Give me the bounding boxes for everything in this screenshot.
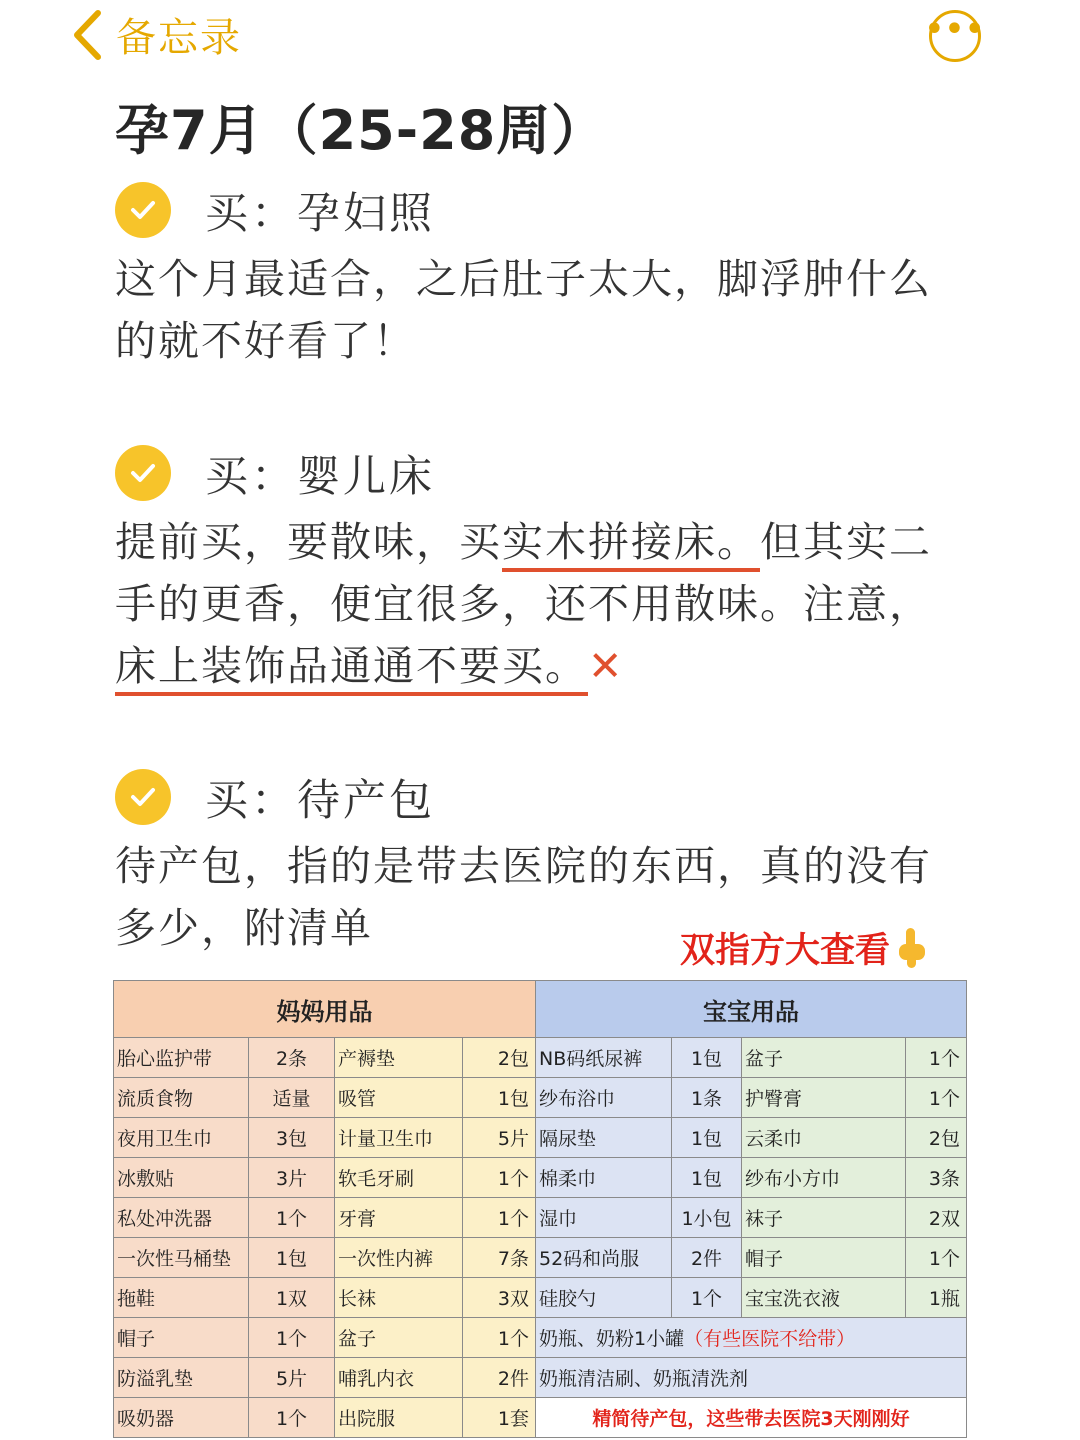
table-cell: 云柔巾 bbox=[742, 1118, 906, 1158]
cell-text: 奶瓶清洁刷、奶瓶清洗剂 bbox=[539, 1368, 749, 1390]
table-cell: 2件 bbox=[463, 1358, 536, 1398]
underlined-text: 床上装饰品通通不要买。 bbox=[115, 642, 588, 690]
table-cell: 宝宝洗衣液 bbox=[742, 1278, 906, 1318]
table-cell: 1个 bbox=[249, 1198, 335, 1238]
table-cell: 护臀膏 bbox=[742, 1078, 906, 1118]
table-cell: 适量 bbox=[249, 1078, 335, 1118]
table-row bbox=[114, 1118, 967, 1158]
table-cell: 1个 bbox=[906, 1038, 967, 1078]
table-cell: 纱布浴巾 bbox=[536, 1078, 672, 1118]
table-cell: 吸奶器 bbox=[114, 1398, 249, 1438]
back-button[interactable] bbox=[70, 6, 242, 63]
table-cell: 防溢乳垫 bbox=[114, 1358, 249, 1398]
table-cell: 2双 bbox=[906, 1198, 967, 1238]
table-cell: 1个 bbox=[249, 1398, 335, 1438]
chevron-left-icon bbox=[70, 8, 104, 62]
checklist-item-photo bbox=[115, 180, 945, 372]
table-footer-note bbox=[536, 1398, 967, 1438]
table-cell: 胎心监护带 bbox=[114, 1038, 249, 1078]
table-cell: 3条 bbox=[906, 1158, 967, 1198]
check-icon bbox=[128, 195, 158, 225]
table-cell: 拖鞋 bbox=[114, 1278, 249, 1318]
table-cell: 一次性马桶垫 bbox=[114, 1238, 249, 1278]
table-cell: 软毛牙刷 bbox=[335, 1158, 463, 1198]
table-cell: 盆子 bbox=[742, 1038, 906, 1078]
table-row bbox=[114, 1078, 967, 1118]
baby-items-header: 宝宝用品 bbox=[536, 981, 967, 1038]
table-cell: 1个 bbox=[249, 1318, 335, 1358]
more-icon: ••• bbox=[924, 12, 986, 47]
table-cell: 出院服 bbox=[335, 1398, 463, 1438]
table-cell: 计量卫生巾 bbox=[335, 1118, 463, 1158]
table-cell: 纱布小方巾 bbox=[742, 1158, 906, 1198]
table-cell: 冰敷贴 bbox=[114, 1158, 249, 1198]
table-cell: 1小包 bbox=[672, 1198, 742, 1238]
table-cell: 1套 bbox=[463, 1398, 536, 1438]
table-cell: 1包 bbox=[463, 1078, 536, 1118]
table-cell: 私处冲洗器 bbox=[114, 1198, 249, 1238]
table-cell: 硅胶勺 bbox=[536, 1278, 672, 1318]
table-cell bbox=[536, 1358, 967, 1398]
table-row bbox=[114, 1238, 967, 1278]
table-row bbox=[114, 1158, 967, 1198]
hospital-bag-table bbox=[113, 980, 967, 1438]
more-button[interactable] bbox=[924, 10, 986, 62]
table-cell: 湿巾 bbox=[536, 1198, 672, 1238]
table-cell: 2包 bbox=[906, 1118, 967, 1158]
table-cell: NB码纸尿裤 bbox=[536, 1038, 672, 1078]
check-icon bbox=[128, 782, 158, 812]
table-cell: 2件 bbox=[672, 1238, 742, 1278]
check-icon bbox=[128, 458, 158, 488]
item-label: 买：婴儿床 bbox=[205, 451, 435, 502]
table-cell: 一次性内裤 bbox=[335, 1238, 463, 1278]
item-label: 买：孕妇照 bbox=[205, 188, 435, 239]
table-cell: 7条 bbox=[463, 1238, 536, 1278]
table-cell: 5片 bbox=[249, 1358, 335, 1398]
hint-text: 双指方大查看 bbox=[680, 931, 891, 971]
cross-icon: ✕ bbox=[588, 642, 625, 690]
item-body: 这个月最适合，之后肚子太大，脚浮肿什么的就不好看了！ bbox=[115, 255, 932, 365]
body-text: 但其实二手的更香，便宜很多，还不用散味。注意， bbox=[115, 518, 932, 628]
table-cell: 1包 bbox=[672, 1038, 742, 1078]
table-cell: 长袜 bbox=[335, 1278, 463, 1318]
table-cell: 1个 bbox=[672, 1278, 742, 1318]
table-cell: 3片 bbox=[249, 1158, 335, 1198]
item-body: 待产包，指的是带去医院的东西，真的没有多少，附清单 bbox=[115, 842, 932, 952]
zoom-hint bbox=[680, 923, 928, 973]
table-cell: 1条 bbox=[672, 1078, 742, 1118]
table-cell: 1双 bbox=[249, 1278, 335, 1318]
table-cell: 流质食物 bbox=[114, 1078, 249, 1118]
table-cell: 产褥垫 bbox=[335, 1038, 463, 1078]
note-title: 孕7月（25-28周） bbox=[115, 99, 607, 162]
nav-bar bbox=[0, 0, 1080, 80]
table-cell: 5片 bbox=[463, 1118, 536, 1158]
table-cell: 1个 bbox=[463, 1198, 536, 1238]
cell-text: 奶瓶、奶粉1小罐 bbox=[539, 1328, 685, 1350]
back-label: 备忘录 bbox=[116, 15, 242, 61]
table-cell: 3包 bbox=[249, 1118, 335, 1158]
table-cell: 1个 bbox=[463, 1158, 536, 1198]
cell-text: 精简待产包，这些带去医院3天刚刚好 bbox=[592, 1408, 910, 1430]
table-cell: 棉柔巾 bbox=[536, 1158, 672, 1198]
table-header-row bbox=[114, 981, 967, 1038]
table-cell: 盆子 bbox=[335, 1318, 463, 1358]
checkbox-checked[interactable] bbox=[115, 769, 171, 825]
table-cell: 夜用卫生巾 bbox=[114, 1118, 249, 1158]
table-cell: 哺乳内衣 bbox=[335, 1358, 463, 1398]
table-cell: 2包 bbox=[463, 1038, 536, 1078]
table-row bbox=[114, 1358, 967, 1398]
table-row bbox=[114, 1278, 967, 1318]
table-cell: 帽子 bbox=[114, 1318, 249, 1358]
table-cell: 帽子 bbox=[742, 1238, 906, 1278]
table-cell: 1个 bbox=[906, 1238, 967, 1278]
table-cell: 1个 bbox=[906, 1078, 967, 1118]
table-cell: 52码和尚服 bbox=[536, 1238, 672, 1278]
table-row bbox=[114, 1398, 967, 1438]
cell-note: （有些医院不给带） bbox=[684, 1328, 856, 1350]
table-cell: 袜子 bbox=[742, 1198, 906, 1238]
checkbox-checked[interactable] bbox=[115, 182, 171, 238]
pointing-down-hand-icon bbox=[894, 926, 928, 970]
table-cell: 1包 bbox=[249, 1238, 335, 1278]
table-cell: 牙膏 bbox=[335, 1198, 463, 1238]
table-cell: 1瓶 bbox=[906, 1278, 967, 1318]
item-label: 买：待产包 bbox=[205, 775, 435, 826]
item-body bbox=[115, 511, 945, 697]
table-cell: 1包 bbox=[672, 1158, 742, 1198]
table-cell: 2条 bbox=[249, 1038, 335, 1078]
table-cell: 3双 bbox=[463, 1278, 536, 1318]
table-cell bbox=[536, 1318, 967, 1358]
underlined-text: 实木拼接床。 bbox=[502, 518, 760, 566]
mom-items-header: 妈妈用品 bbox=[114, 981, 536, 1038]
table-cell: 1个 bbox=[463, 1318, 536, 1358]
table-row bbox=[114, 1198, 967, 1238]
table-cell: 隔尿垫 bbox=[536, 1118, 672, 1158]
checklist-item-crib bbox=[115, 443, 945, 697]
body-text: 提前买，要散味，买 bbox=[115, 518, 502, 566]
table-cell: 吸管 bbox=[335, 1078, 463, 1118]
table-row bbox=[114, 1318, 967, 1358]
checkbox-checked[interactable] bbox=[115, 445, 171, 501]
table-cell: 1包 bbox=[672, 1118, 742, 1158]
table-row bbox=[114, 1038, 967, 1078]
